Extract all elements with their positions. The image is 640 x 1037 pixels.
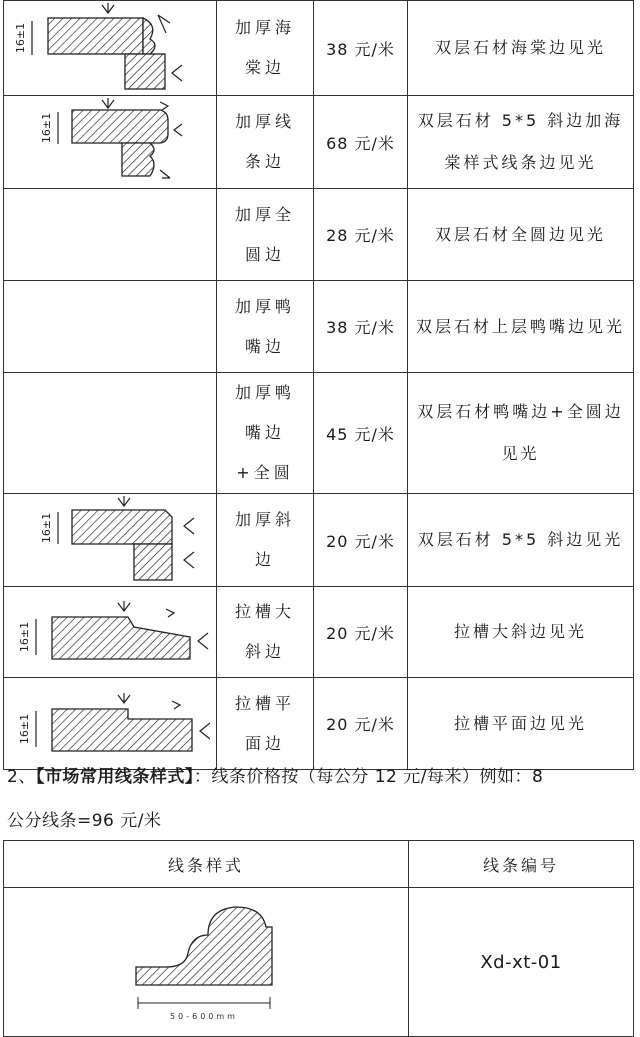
- table-row: [4, 494, 634, 587]
- table-row: [4, 678, 634, 770]
- molding-style-table: [3, 840, 634, 1037]
- edge-price: 20 元/米: [326, 715, 395, 734]
- edge-description: 双层石材海棠边见光: [434, 38, 606, 57]
- column-header-style: 线条样式: [4, 841, 409, 888]
- edge-description: 双层石材上层鸭嘴边见光: [416, 316, 626, 336]
- large-bevel-drawing-icon: [10, 589, 210, 675]
- crabapple-edge-drawing-icon: [10, 3, 210, 93]
- edge-name: 加厚鸭嘴边+全圆: [234, 383, 295, 482]
- table-row: [4, 587, 634, 678]
- section-text-line2: 公分线条=96 元/米: [7, 811, 162, 831]
- dimension-label: 16±1: [40, 512, 53, 544]
- edge-price: 68 元/米: [326, 133, 395, 153]
- dimension-label: 16±1: [40, 112, 53, 144]
- edge-price: 38 元/米: [326, 39, 395, 59]
- line-edge-drawing-icon: [10, 98, 210, 186]
- dimension-label: 16±1: [14, 22, 27, 54]
- section-heading: [7, 762, 543, 787]
- edge-name: 加厚全圆边: [234, 204, 295, 264]
- flat-edge-drawing-icon: [10, 681, 210, 767]
- dimension-label: 16±1: [18, 621, 31, 653]
- edge-drawing-cell: [4, 678, 217, 770]
- edge-drawing-cell: [4, 1, 217, 96]
- table-row: [4, 1, 634, 96]
- molding-code: Xd-xt-01: [480, 951, 562, 973]
- edge-drawing-cell: [4, 189, 217, 281]
- edge-description: 拉槽平面边见光: [453, 713, 587, 733]
- edge-drawing-cell: [4, 494, 217, 587]
- edge-drawing-cell: [4, 587, 217, 678]
- section-number: 2、: [7, 767, 36, 787]
- edge-drawing-cell: [4, 281, 217, 373]
- edge-name: 拉槽大斜边: [234, 602, 295, 661]
- table-row: [4, 281, 634, 373]
- edge-description: 拉槽大斜边见光: [453, 622, 587, 641]
- edge-description: 双层石材 5*5 斜边见光: [417, 530, 624, 549]
- table-row: [4, 888, 634, 1037]
- molding-drawing-cell: [4, 888, 409, 1037]
- molding-dimension-label: 50-600mm: [170, 1012, 238, 1021]
- edge-price: 20 元/米: [326, 623, 395, 643]
- edge-drawing-cell: [4, 373, 217, 494]
- section-title: 【市场常用线条样式】: [35, 767, 194, 787]
- table-row: [4, 96, 634, 189]
- bevel-edge-drawing-icon: [10, 496, 210, 584]
- edge-name: 加厚海棠边: [234, 18, 295, 77]
- column-header-code: 线条编号: [409, 841, 634, 888]
- molding-profile-drawing-icon: [96, 895, 316, 1025]
- table-row: [4, 373, 634, 494]
- edge-name: 加厚斜边: [234, 510, 295, 569]
- edge-description: 双层石材全圆边见光: [434, 224, 606, 244]
- edge-description: 双层石材 5*5 斜边加海棠样式线条边见光: [417, 111, 624, 172]
- edge-price: 38 元/米: [326, 318, 395, 337]
- dimension-label: 16±1: [18, 713, 31, 744]
- edge-drawing-cell: [4, 96, 217, 189]
- edge-name: 加厚鸭嘴边: [234, 296, 295, 356]
- section-text: ：线条价格按（每公分 12 元/每米）例如：8: [193, 767, 544, 787]
- edge-name: 加厚线条边: [234, 112, 295, 171]
- edge-name: 拉槽平面边: [234, 693, 295, 753]
- edge-price: 28 元/米: [326, 226, 395, 245]
- edge-price-table: [3, 0, 634, 770]
- edge-price: 20 元/米: [326, 531, 395, 551]
- edge-price: 45 元/米: [326, 424, 395, 444]
- table-row: [4, 189, 634, 281]
- edge-description: 双层石材鸭嘴边+全圆边见光: [417, 402, 624, 463]
